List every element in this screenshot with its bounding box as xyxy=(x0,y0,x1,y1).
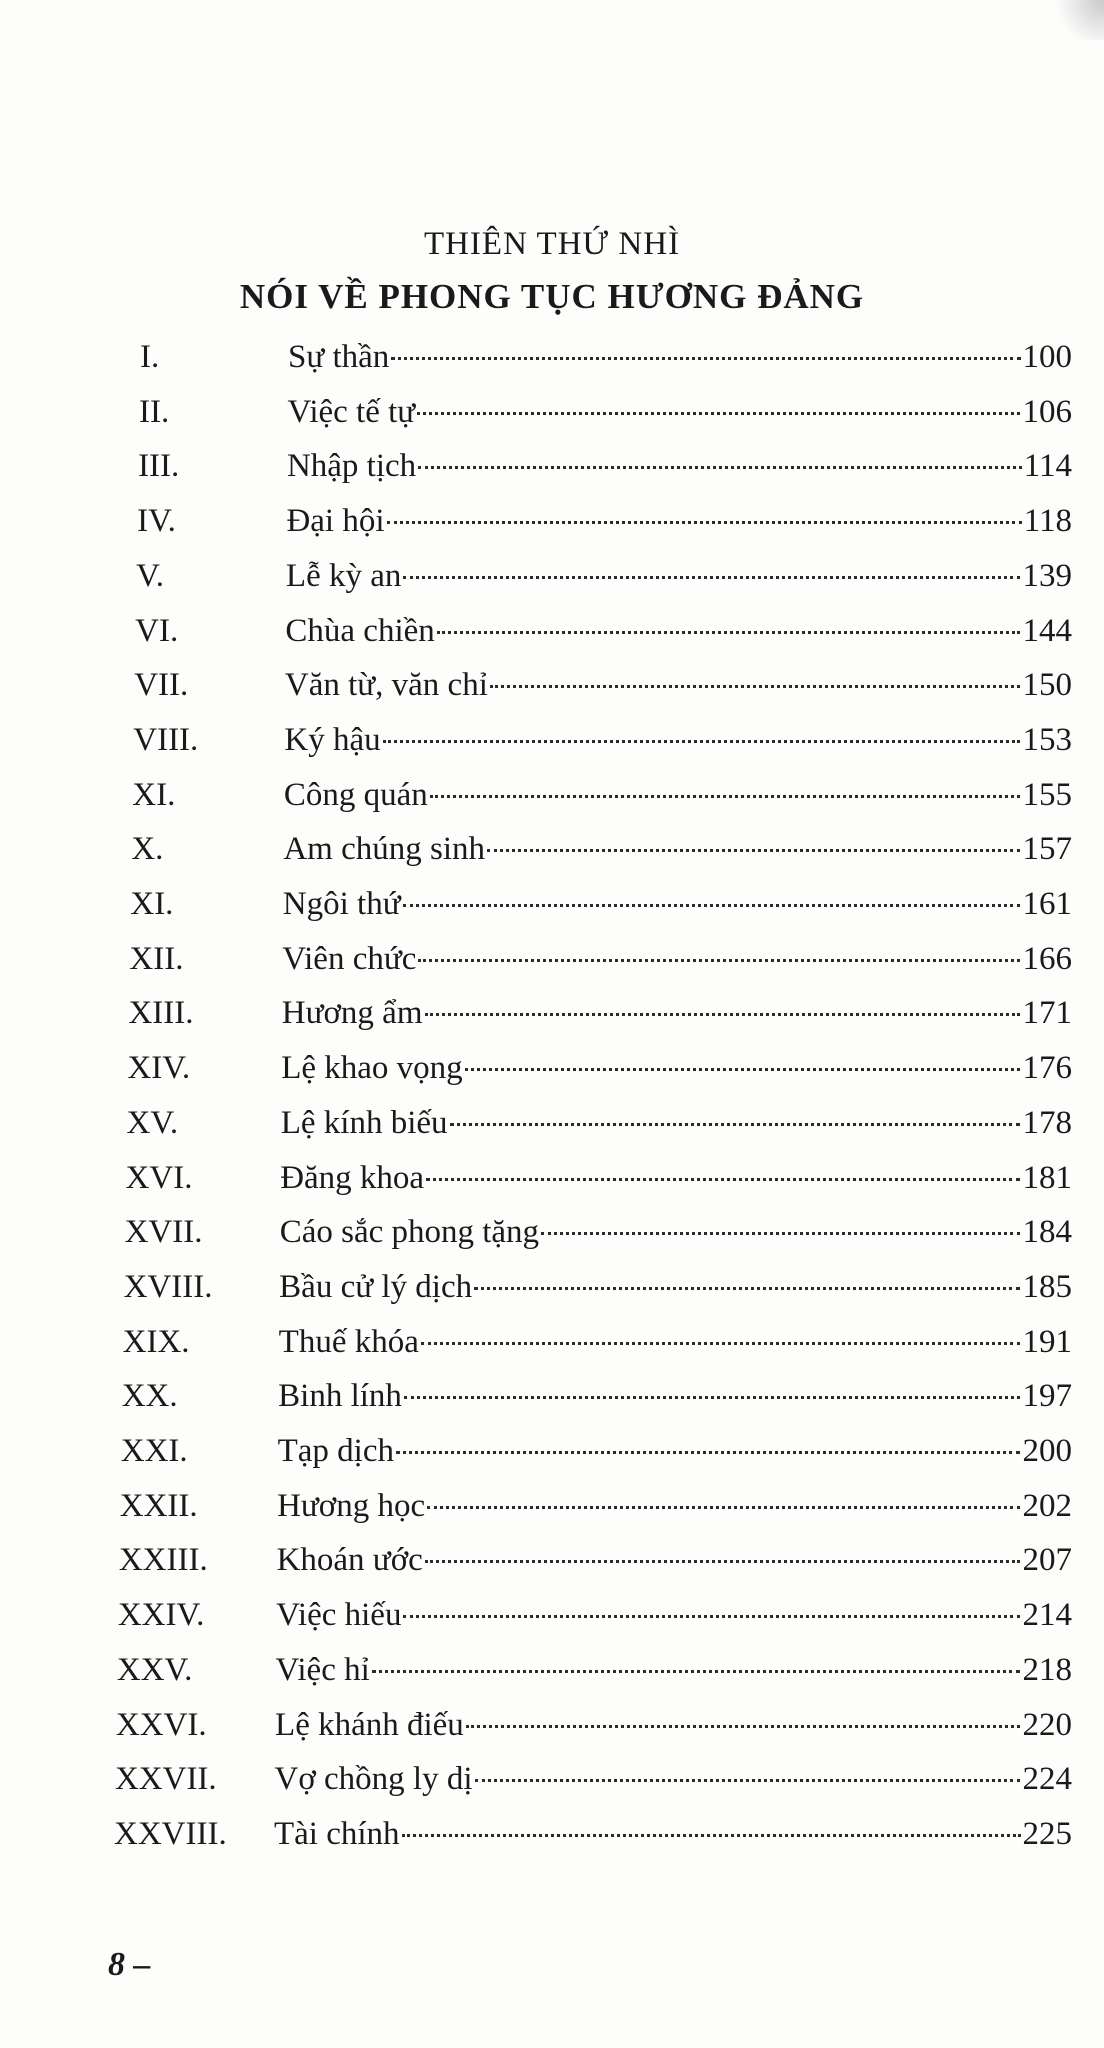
toc-entry-page: 118 xyxy=(1023,503,1072,540)
toc-entry-page: 100 xyxy=(1022,339,1072,375)
toc-entry-number: III. xyxy=(138,448,180,485)
toc-dot-leader xyxy=(403,1615,1020,1618)
toc-entry xyxy=(126,1151,1072,1205)
toc-dot-leader xyxy=(466,1725,1021,1728)
toc-dot-leader xyxy=(372,1670,1021,1673)
toc-entry-number: XXVII. xyxy=(114,1761,217,1798)
toc-entry-page: 185 xyxy=(1022,1268,1072,1305)
toc-dot-leader xyxy=(427,1506,1020,1509)
toc-entry-title: Vợ chồng ly dị xyxy=(274,1761,473,1798)
toc-entry-title: Thuế khóa xyxy=(278,1323,419,1360)
toc-entry-number: XXI. xyxy=(120,1433,188,1469)
toc-dot-leader xyxy=(387,521,1022,524)
toc-entry-page: 225 xyxy=(1022,1815,1072,1852)
toc-entry-number: IV. xyxy=(137,503,176,540)
toc-entry-page: 178 xyxy=(1022,1104,1072,1141)
toc-entry-title: Sự thần xyxy=(288,339,390,375)
toc-entry-number: VII. xyxy=(134,667,189,704)
toc-entry-title: Cáo sắc phong tặng xyxy=(279,1214,540,1251)
toc-entry xyxy=(127,1096,1072,1150)
toc-entry xyxy=(118,1588,1072,1642)
toc-entry xyxy=(133,713,1072,767)
toc-dot-leader xyxy=(403,904,1021,907)
toc-dot-leader xyxy=(465,1068,1021,1071)
toc-entry-title: Khoán ước xyxy=(276,1542,423,1579)
toc-entry-number: XI. xyxy=(132,776,176,813)
toc-entry-page: 161 xyxy=(1022,886,1072,922)
toc-entry xyxy=(114,1807,1072,1861)
toc-dot-leader xyxy=(541,1232,1020,1235)
toc-entry-page: 197 xyxy=(1022,1378,1072,1415)
toc-entry-number: I. xyxy=(140,339,160,375)
toc-entry-title: Việc hỉ xyxy=(275,1651,370,1688)
toc-entry-number: II. xyxy=(139,393,170,430)
toc-entry-page: 220 xyxy=(1022,1706,1072,1743)
toc-entry xyxy=(122,1369,1072,1423)
toc-dot-leader xyxy=(425,1560,1021,1563)
toc-entry xyxy=(139,385,1072,439)
toc-entry xyxy=(124,1260,1072,1314)
toc-entry-title: Đăng khoa xyxy=(280,1159,425,1196)
toc-dot-leader xyxy=(418,466,1022,469)
toc-entry xyxy=(116,1698,1072,1752)
toc-entry xyxy=(136,549,1072,603)
toc-entry-page: 184 xyxy=(1022,1214,1072,1251)
toc-entry-page: 114 xyxy=(1023,448,1072,485)
toc-entry-title: Am chúng sinh xyxy=(283,831,485,868)
toc-entry xyxy=(127,1041,1072,1095)
toc-entry-number: XIX. xyxy=(122,1323,190,1360)
toc-entry-title: Văn từ, văn chỉ xyxy=(284,667,488,704)
toc-entry-title: Lệ khánh điếu xyxy=(275,1706,464,1743)
toc-entry xyxy=(131,822,1072,876)
toc-entry-page: 181 xyxy=(1022,1159,1072,1196)
toc-entry-page: 224 xyxy=(1022,1761,1072,1798)
toc-entry-title: Lệ khao vọng xyxy=(281,1050,463,1087)
toc-entry xyxy=(138,439,1072,493)
toc-entry xyxy=(120,1479,1072,1533)
toc-entry-title: Binh lính xyxy=(278,1378,402,1415)
toc-entry xyxy=(140,330,1072,384)
toc-entry-number: XXII. xyxy=(119,1487,198,1524)
toc-entry-number: XVIII. xyxy=(123,1268,213,1305)
toc-entry-page: 202 xyxy=(1022,1487,1072,1524)
toc-entry xyxy=(134,658,1072,712)
toc-entry-title: Tài chính xyxy=(274,1815,400,1852)
toc-entry-title: Ký hậu xyxy=(284,721,381,758)
toc-entry-title: Công quán xyxy=(283,776,428,813)
toc-dot-leader xyxy=(396,1451,1021,1454)
toc-entry-title: Hương ẩm xyxy=(281,995,423,1032)
toc-entry-title: Việc hiếu xyxy=(276,1597,402,1634)
toc-entry xyxy=(137,494,1072,548)
toc-entry xyxy=(130,877,1072,931)
toc-entry-title: Hương học xyxy=(277,1487,426,1524)
toc-entry-page: 150 xyxy=(1022,667,1072,704)
toc-dot-leader xyxy=(426,1178,1020,1181)
toc-entry-title: Bầu cử lý dịch xyxy=(279,1268,473,1305)
toc-entry-title: Lễ kỳ an xyxy=(285,557,402,594)
toc-entry-page: 155 xyxy=(1022,776,1072,813)
toc-entry-page: 176 xyxy=(1022,1050,1072,1087)
toc-entry xyxy=(129,932,1072,986)
toc-dot-leader xyxy=(450,1123,1021,1126)
toc-entry-number: V. xyxy=(136,557,164,594)
toc-dot-leader xyxy=(391,357,1020,360)
toc-dot-leader xyxy=(437,631,1021,634)
page-corner-shadow xyxy=(1054,0,1104,40)
toc-entry-number: XVII. xyxy=(124,1214,203,1251)
toc-entry-number: XVI. xyxy=(125,1159,193,1196)
toc-dot-leader xyxy=(402,1834,1021,1837)
toc-entry-title: Nhập tịch xyxy=(286,448,417,485)
toc-entry-page: 153 xyxy=(1022,721,1072,758)
toc-entry-title: Chùa chiền xyxy=(285,612,435,649)
toc-entry xyxy=(117,1643,1072,1697)
toc-entry-page: 218 xyxy=(1022,1651,1072,1688)
toc-dot-leader xyxy=(417,412,1020,415)
toc-entry-number: XIII. xyxy=(128,995,194,1032)
toc-entry-number: XXIII. xyxy=(118,1542,208,1579)
toc-entry xyxy=(123,1315,1072,1369)
toc-dot-leader xyxy=(421,1342,1021,1345)
toc-entry xyxy=(135,604,1072,658)
part-title: NÓI VỀ PHONG TỤC HƯƠNG ĐẢNG xyxy=(239,277,865,316)
toc-entry-page: 207 xyxy=(1022,1542,1072,1579)
toc-entry-page: 157 xyxy=(1022,831,1072,868)
toc-dot-leader xyxy=(418,959,1020,962)
toc-entry-page: 214 xyxy=(1022,1597,1072,1634)
toc-entry-number: XXV. xyxy=(116,1651,193,1688)
toc-entry-title: Tạp dịch xyxy=(277,1433,394,1469)
toc-entry-number: XXVIII. xyxy=(114,1815,227,1852)
toc-entry-page: 171 xyxy=(1022,995,1072,1032)
toc-entry-title: Đại hội xyxy=(286,503,385,540)
toc-dot-leader xyxy=(474,1287,1020,1290)
toc-entry-title: Việc tế tự xyxy=(287,393,416,430)
toc-entry xyxy=(132,768,1072,822)
toc-dot-leader xyxy=(404,1396,1021,1399)
toc-entry-number: X. xyxy=(131,831,164,868)
toc-entry-number: XXVI. xyxy=(115,1706,207,1743)
toc-dot-leader xyxy=(383,740,1021,743)
toc-entry xyxy=(115,1752,1072,1806)
toc-entry-page: 191 xyxy=(1022,1323,1072,1360)
toc-entry xyxy=(125,1205,1072,1259)
toc-entry-page: 144 xyxy=(1022,612,1072,649)
toc-entry xyxy=(128,986,1072,1040)
toc-entry-page: 139 xyxy=(1022,557,1072,594)
toc-entry-title: Viên chức xyxy=(282,940,417,977)
toc-entry-number: VI. xyxy=(135,612,179,649)
toc-entry-title: Ngôi thứ xyxy=(282,886,401,922)
toc-dot-leader xyxy=(430,795,1021,798)
toc-entry-title: Lệ kính biếu xyxy=(280,1104,448,1141)
toc-dot-leader xyxy=(490,685,1021,688)
toc-dot-leader xyxy=(487,849,1020,852)
toc-dot-leader xyxy=(425,1013,1021,1016)
toc-entry xyxy=(121,1424,1072,1478)
toc-entry-number: XXIV. xyxy=(117,1597,205,1634)
toc-entry-page: 106 xyxy=(1022,393,1072,430)
toc-entry-number: XIV. xyxy=(127,1050,191,1087)
toc-entry xyxy=(119,1533,1072,1587)
toc-entry-number: XI. xyxy=(130,886,174,922)
toc-entry-page: 200 xyxy=(1022,1433,1072,1469)
toc-dot-leader xyxy=(475,1779,1021,1782)
toc-dot-leader xyxy=(403,576,1020,579)
toc-entry-number: XII. xyxy=(129,940,184,977)
page-number: 8 – xyxy=(108,1946,151,1983)
toc-entry-number: VIII. xyxy=(133,721,199,758)
toc-entry-number: XX. xyxy=(121,1378,178,1415)
part-heading: THIÊN THỨ NHÌ xyxy=(423,226,681,262)
toc-entry-page: 166 xyxy=(1022,940,1072,977)
toc-entry-number: XV. xyxy=(126,1104,179,1141)
